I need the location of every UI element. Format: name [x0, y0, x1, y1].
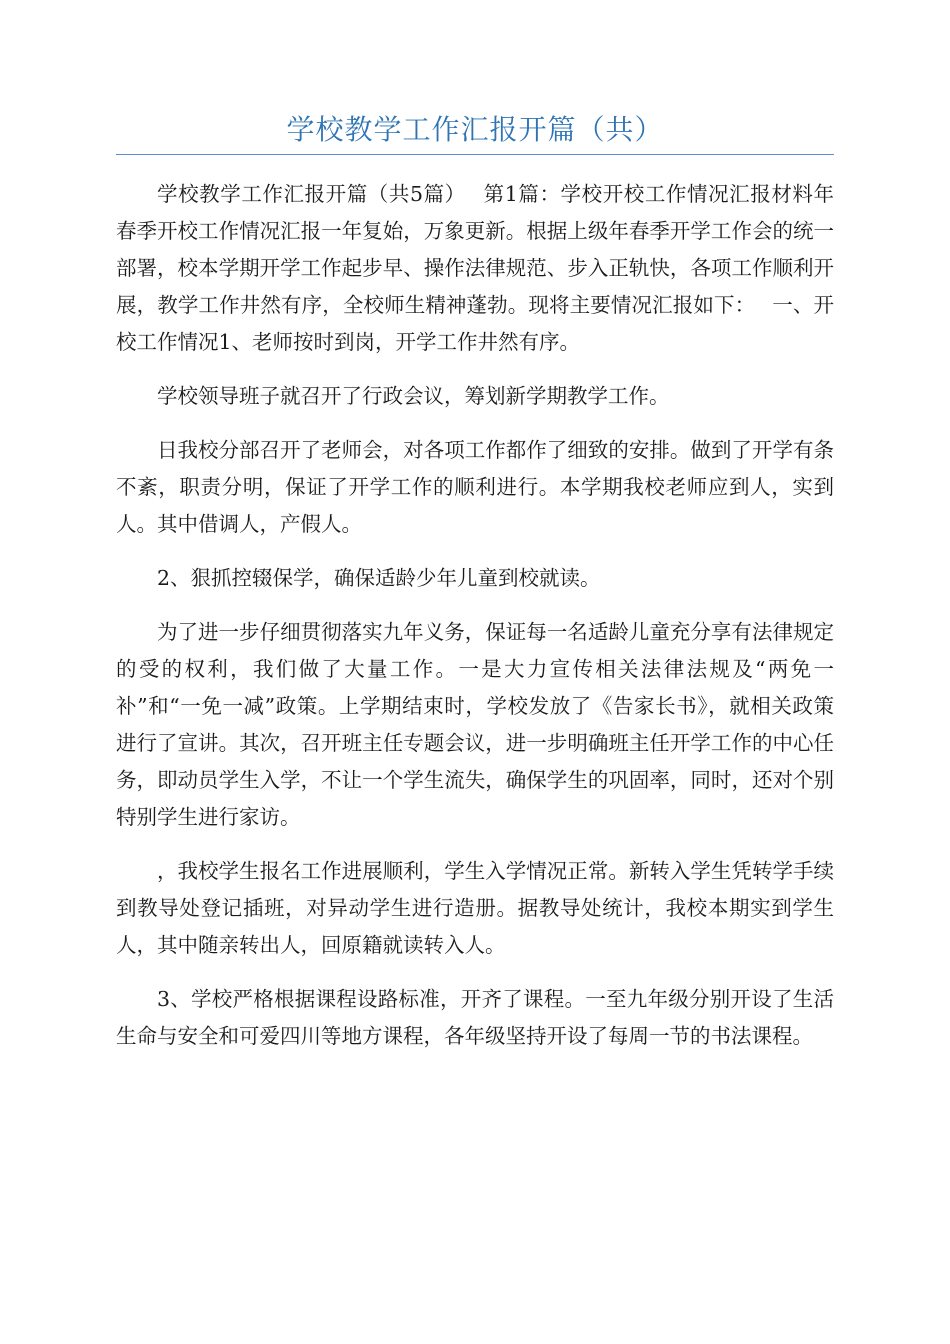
document-body: [116, 176, 834, 1072]
paragraph-6: ，我校学生报名工作进展顺利，学生入学情况正常。新转入学生凭转学手续到教导处登记插班，对异动学生进行造册。据教导处统计，我校本期实到学生人，其中随亲转出人，回原籍就读转入人。: [116, 859, 834, 957]
paragraph-3: 日我校分部召开了老师会，对各项工作都作了细致的安排。做到了开学有条不紊，职责分明，保证了开学工作的顺利进行。本学期我校老师应到人，实到人。其中借调人，产假人。: [116, 438, 834, 536]
paragraph-7: 3、学校严格根据课程设路标准，开齐了课程。一至九年级分别开设了生活生命与安全和可爱四川等地方课程，各年级坚持开设了每周一节的书法课程。: [116, 987, 834, 1048]
paragraph-1: 学校教学工作汇报开篇（共5篇） 第1篇：学校开校工作情况汇报材料年春季开校工作情况汇报一年复始，万象更新。根据上级年春季开学工作会的统一部署，校本学期开学工作起步早、操作法律规范、步入正轨快，各项工作顺利开展，教学工作井然有序，全校师生精神蓬勃。现将主要情况汇报如下： 一、开校工作情况1、老师按时到岗，开学工作井然有序。: [116, 182, 834, 354]
paragraph-5: 为了进一步仔细贯彻落实九年义务，保证每一名适龄儿童充分享有法律规定的受的权利，我们做了大量工作。一是大力宣传相关法律法规及“两免一补”和“一免一减”政策。上学期结束时，学校发放了《告家长书》，就相关政策进行了宣讲。其次，召开班主任专题会议，进一步明确班主任开学工作的中心任务，即动员学生入学，不让一个学生流失，确保学生的巩固率，同时，还对个别特别学生进行家访。: [116, 620, 834, 829]
title-underline: [116, 154, 834, 155]
paragraph-2: 学校领导班子就召开了行政会议，筹划新学期教学工作。: [157, 384, 670, 408]
document-title: 学校教学工作汇报开篇（共）: [286, 113, 664, 146]
paragraph-4: 2、狠抓控辍保学，确保适龄少年儿童到校就读。: [157, 566, 601, 590]
